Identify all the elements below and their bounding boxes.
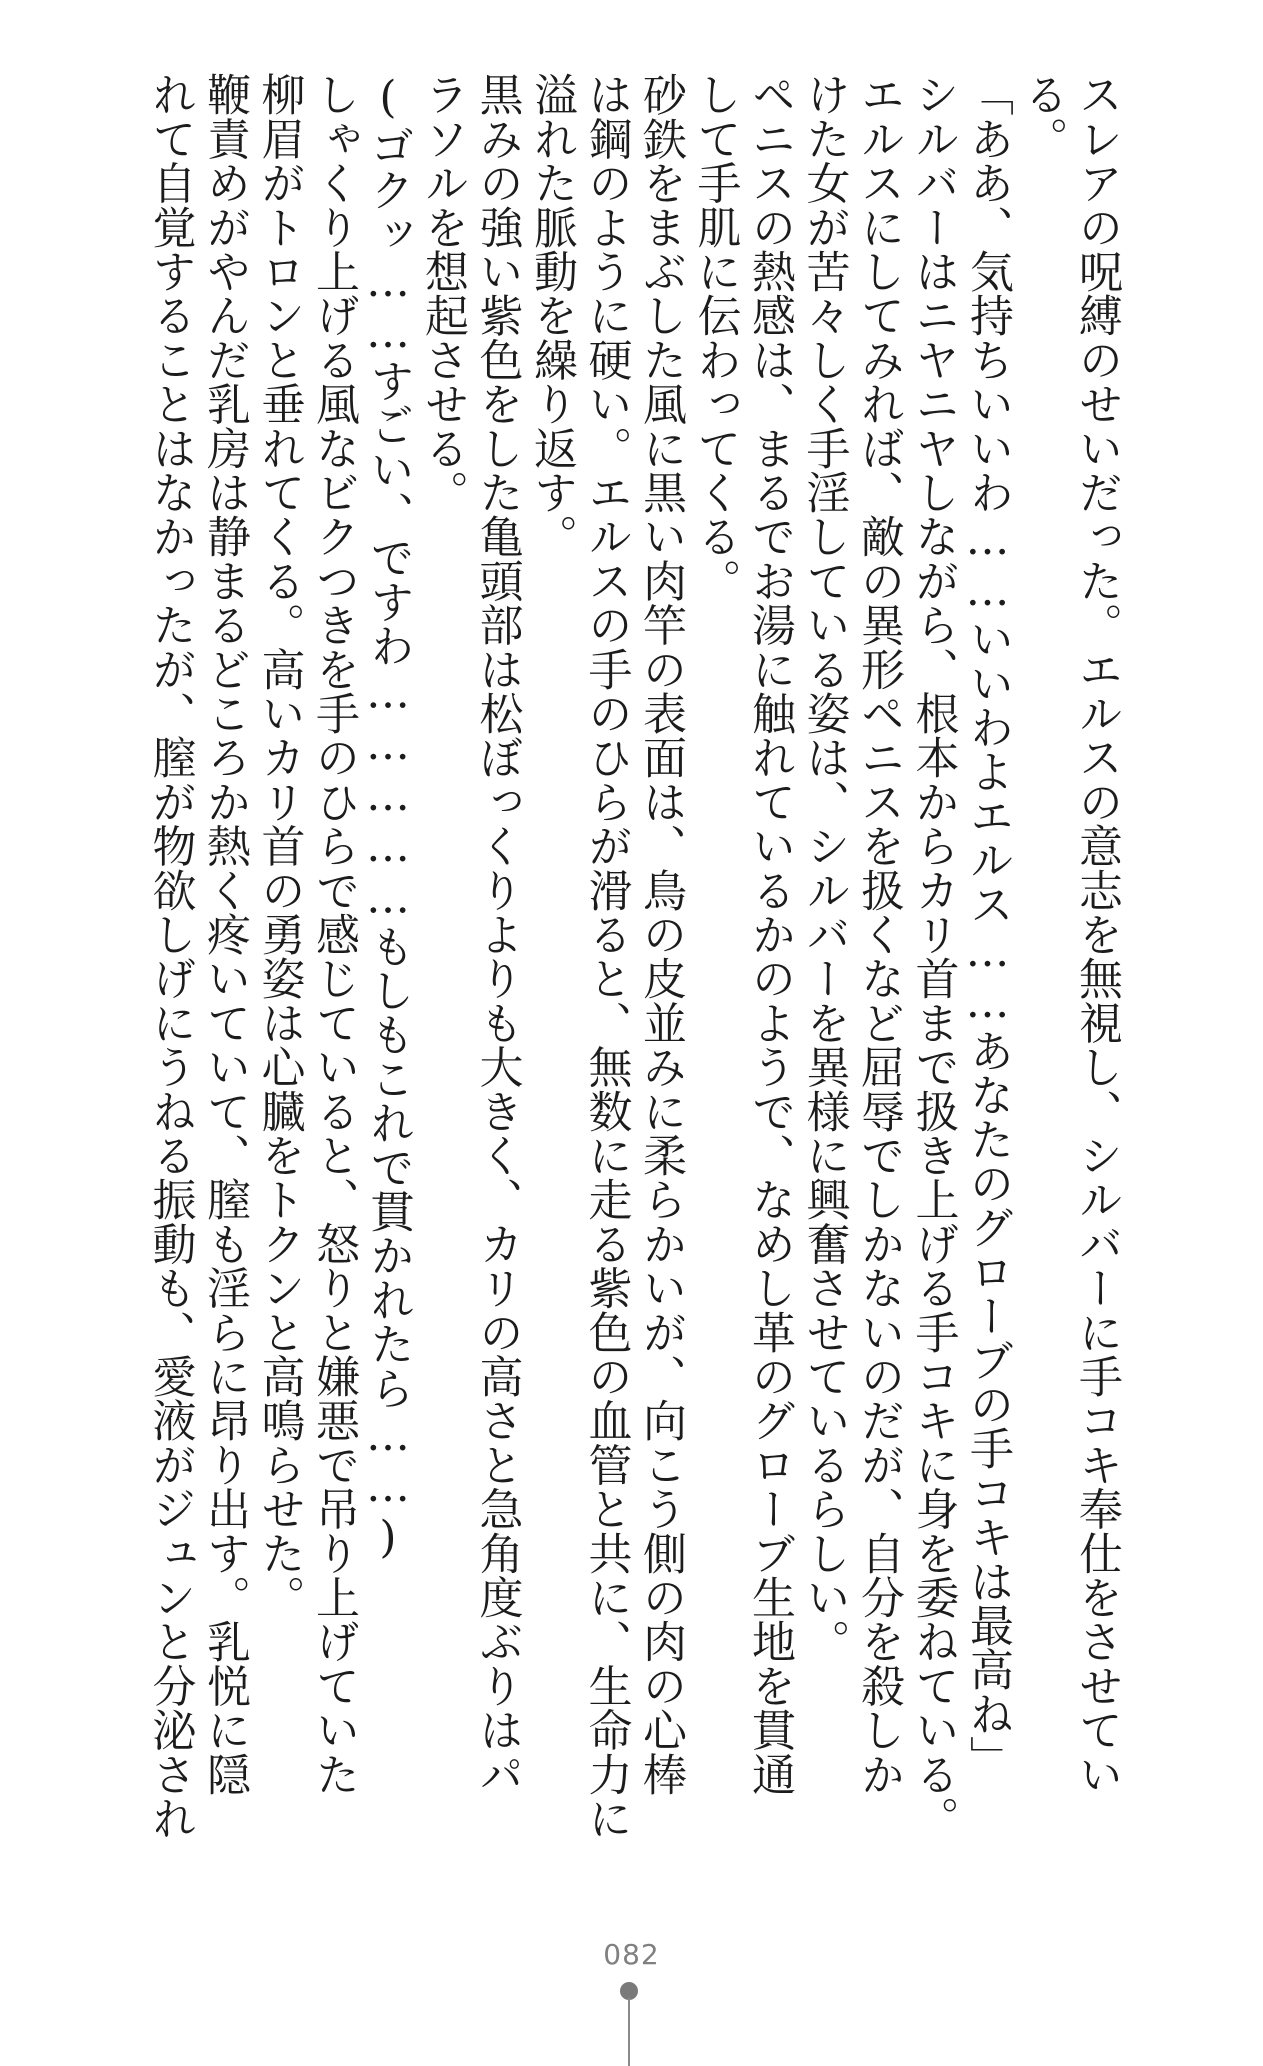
text-line: 「ああ、気持ちいいわ……いいわよエルス……あなたのグローブの手コキは最高ね」	[962, 72, 1013, 1780]
text-line: 鞭責めがやんだ乳房は静まるどころか熱く疼いていて、膣も淫らに昂り出す。乳悦に隠	[199, 72, 250, 1796]
text-line: スレアの呪縛のせいだった。エルスの意志を無視し、シルバーに手コキ奉仕をさせてい	[1071, 72, 1122, 1796]
text-line: ペニスの熱感は、まるでお湯に触れているかのようで、なめし革のグローブ生地を貫通	[744, 72, 795, 1796]
text-line: ラソルを想起させる。	[417, 72, 468, 514]
text-line: エルスにしてみれば、敵の異形ペニスを扱くなど屈辱でしかないのだが、自分を殺しか	[853, 72, 904, 1796]
body-text	[142, 72, 1123, 1840]
text-line: 溢れた脈動を繰り返す。	[526, 72, 577, 559]
text-line: (ゴクッ……すごい、ですわ……………もしもこれで貫かれたら……)	[362, 72, 414, 1564]
text-line: しゃくり上げる風なビクつきを手のひらで感じていると、怒りと嫌悪で吊り上げていた	[308, 72, 359, 1796]
text-line: 砂鉄をまぶした風に黒い肉竿の表面は、鳥の皮並みに柔らかいが、向こう側の肉の心棒	[635, 72, 686, 1796]
text-line: けた女が苦々しく手淫している姿は、シルバーを異様に興奮させているらしい。	[798, 72, 850, 1664]
text-line: して手肌に伝わってくる。	[689, 72, 741, 603]
text-line: れて自覚することはなかったが、膣が物欲しげにうねる振動も、愛液がジュンと分泌され	[144, 72, 196, 1840]
page-number: 082	[603, 1938, 660, 1971]
text-line: シルバーはニヤニヤしながら、根本からカリ首まで扱き上げる手コキに身を委ねている。	[907, 72, 959, 1840]
text-line: 柳眉がトロンと垂れてくる。高いカリ首の勇姿は心臓をトクンと高鳴らせた。	[253, 72, 305, 1619]
text-line: は鋼のように硬い。エルスの手のひらが滑ると、無数に走る紫色の血管と共に、生命力に	[580, 72, 632, 1840]
text-line: 黒みの強い紫色をした亀頭部は松ぼっくりよりも大きく、カリの高さと急角度ぶりはパ	[471, 72, 523, 1796]
page-marker-line	[628, 1998, 630, 2066]
text-line: る。	[1016, 72, 1068, 161]
